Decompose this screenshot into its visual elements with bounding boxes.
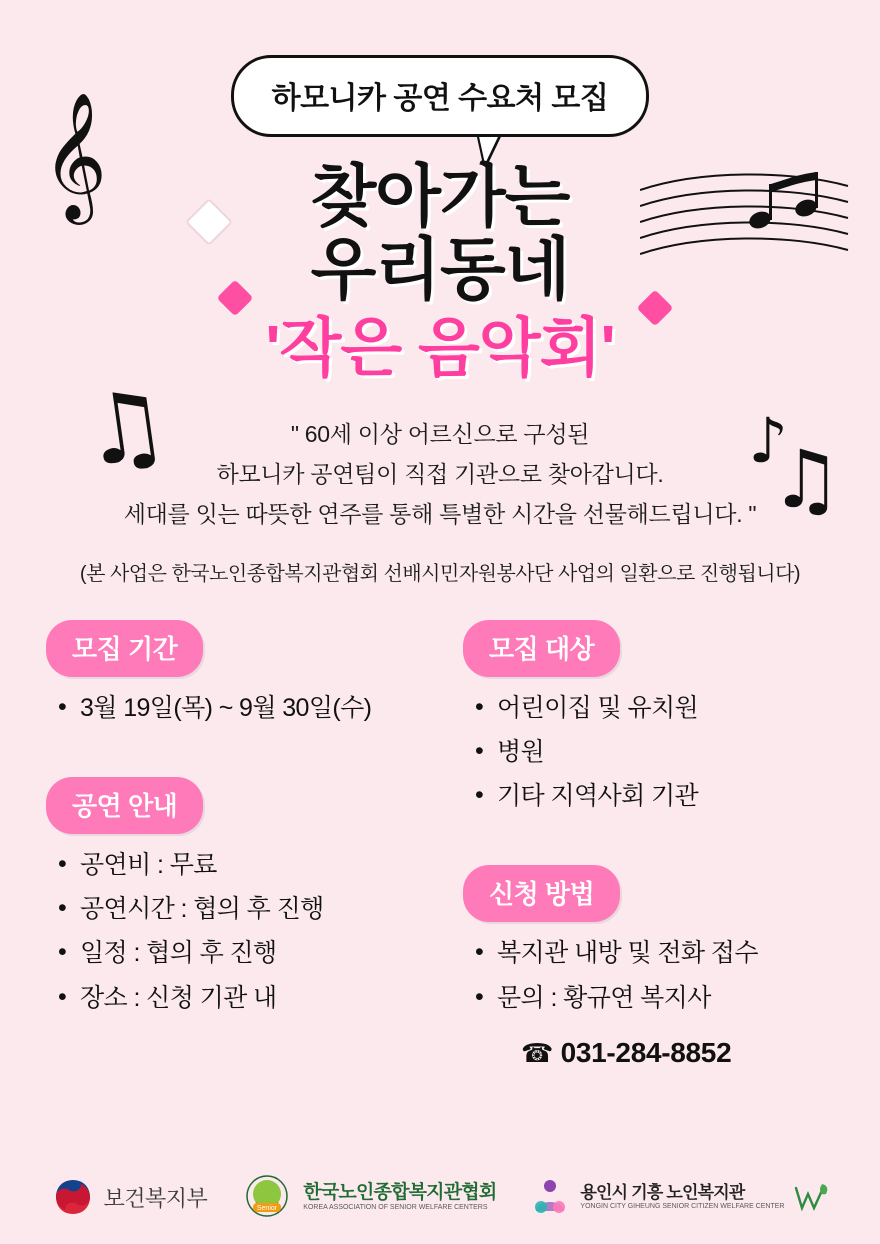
apply-list [475,940,834,1029]
list-item: • 일정 : 협의 후 진행 [58,940,435,966]
list-item: • 공연시간 : 협의 후 진행 [58,896,435,922]
logo-label: 용인시 기흥 노인복지관 [580,1183,745,1203]
logo-label: 보건복지부 [103,1185,208,1211]
logo-sublabel: YONGIN CITY GIHEUNG SENIOR CITIZEN WELFARE CENTER [580,1202,785,1210]
list-item: • 3월 19일(목) ~ 9월 30일(수) [58,695,435,721]
title-accent: '작은 음악회' [265,311,615,384]
header-bubble-container [0,0,880,137]
logo-label: 한국노인종합복지관협회 [303,1182,497,1204]
recruitment-bubble-label: 하모니카 공연 수요처 모집 [231,55,650,137]
intro-quote [0,414,880,535]
logo-yongin-giheung-senior-center [530,1177,828,1217]
eighth-note-icon: ♫ [74,366,176,490]
performance-list [58,852,435,1029]
svg-text:Senior: Senior [257,1205,278,1212]
list-item: • 어린이집 및 유치원 [475,695,834,721]
program-note: (본 사업은 한국노인종합복지관협회 선배시민자원봉사단 사업의 일환으로 진행됩니다) [79,562,801,585]
list-item: • 장소 : 신청 기관 내 [58,985,435,1011]
section-heading-apply: 신청 방법 [463,865,620,922]
section-heading-performance: 공연 안내 [46,777,203,834]
list-item: • 문의 : 황규연 복지사 [475,985,834,1011]
person-figure-icon [530,1177,570,1217]
taegeuk-icon [52,1176,94,1218]
list-item: • 기타 지역사회 기관 [475,783,834,809]
senior-emblem-icon [241,1174,293,1220]
quote-line-1: " 60세 이상 어르신으로 구성된 [290,420,590,447]
quote-line-2: 하모니카 공연팀이 직접 기관으로 찾아갑니다. [216,461,664,488]
target-list [475,695,834,828]
page-title [0,161,880,388]
section-heading-target: 모집 대상 [463,620,620,677]
footer-logos [0,1174,880,1220]
leaf-w-icon [794,1182,828,1212]
info-sections [0,620,880,1069]
phone-number: 031-284-8852 [560,1036,732,1068]
list-item: • 공연비 : 무료 [58,852,435,878]
quarter-note-icon: ♪ [748,404,788,477]
treble-clef-icon: 𝄞 [42,91,108,219]
info-column-right [445,620,834,1069]
logo-korea-assoc-senior-welfare [241,1174,496,1220]
contact-phone [521,1037,834,1069]
telephone-icon: ☎ [521,1038,554,1069]
title-line-2: 우리동네 [310,232,570,309]
logo-sublabel: KOREA ASSOCIATION OF SENIOR WELFARE CENTERS [303,1203,488,1211]
list-item: • 복지관 내방 및 전화 접수 [475,940,834,966]
list-item: • 병원 [475,739,834,765]
beamed-note-icon: ♫ [770,433,842,526]
quote-line-3: 세대를 잇는 따뜻한 연주를 통해 특별한 시간을 선물해드립니다. " [123,501,757,528]
section-heading-period: 모집 기간 [46,620,203,677]
info-column-left [46,620,435,1069]
title-line-1: 찾아가는 [310,159,570,235]
period-list [58,695,435,739]
logo-ministry-health-welfare [52,1176,208,1218]
